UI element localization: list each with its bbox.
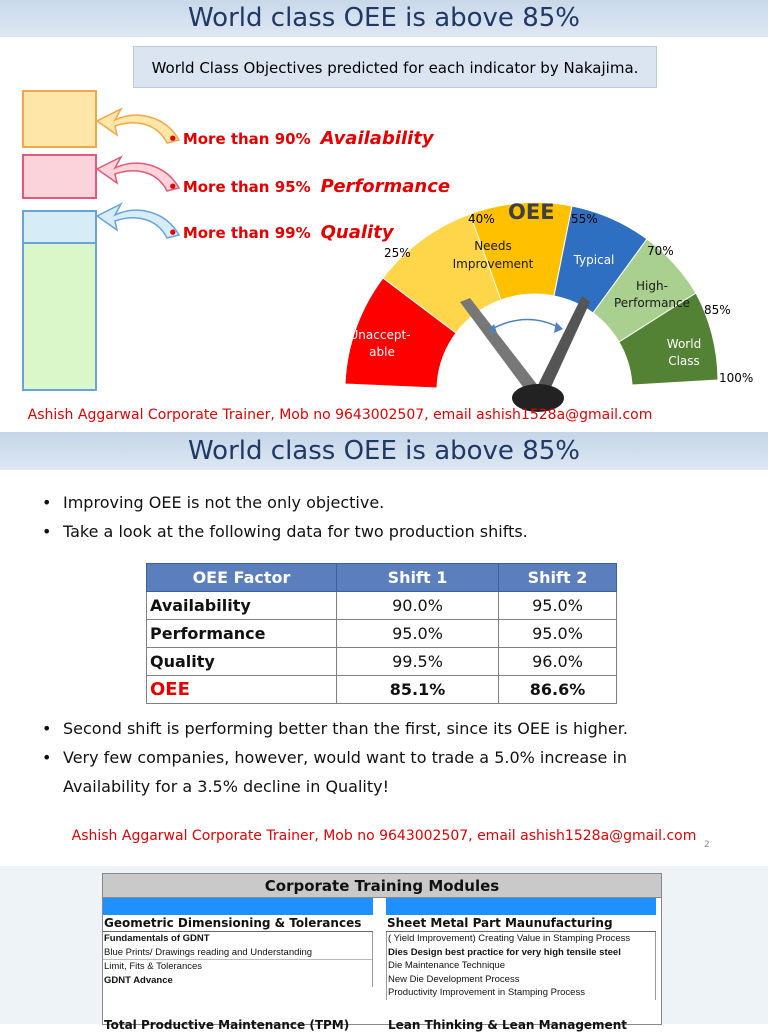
table-cell: 85.1%: [337, 676, 499, 704]
bullet-item: • Take a look at the following data for two production shifts.: [42, 517, 528, 546]
table-row: [147, 592, 617, 620]
module-title-tpm: Total Productive Maintenance (TPM): [104, 1018, 350, 1032]
quality-loss-box: [22, 210, 97, 244]
module-item: Fundamentals of GDNT: [104, 933, 210, 944]
blue-divider: [103, 898, 373, 915]
gauge-needle-right: [532, 296, 590, 398]
gauge-needle-left: [460, 298, 546, 399]
availability-box: [22, 90, 97, 148]
modules-heading: Corporate Training Modules: [103, 874, 661, 898]
modules-table: [102, 873, 662, 1025]
gauge-tick-70: 70%: [647, 244, 674, 258]
module-item: New Die Development Process: [388, 973, 520, 985]
gauge-label-high-1: High-: [636, 279, 668, 293]
module-item: ( Yield Improvement) Creating Value in Stamping Process: [388, 933, 631, 944]
table-cell: 95.0%: [337, 620, 499, 648]
table-cell: 86.6%: [499, 676, 617, 704]
gauge-tick-100: 100%: [719, 371, 754, 385]
table-cell: 95.0%: [499, 620, 617, 648]
module-item: Blue Prints/ Drawings reading and Understanding: [103, 946, 372, 961]
module-item: Dies Design best practice for very high tensile steel: [388, 946, 621, 958]
module-column-gdt: [103, 898, 373, 987]
table-cell: OEE: [147, 676, 337, 704]
gauge-label-typical: Typical: [573, 253, 615, 267]
slide-oee-objectives: [0, 0, 768, 430]
footer-contact: Ashish Aggarwal Corporate Trainer, Mob no 9643002507, email ashish1528a@gmail.com: [27, 407, 653, 423]
bullet-item: • Improving OEE is not the only objective.: [42, 488, 528, 517]
module-column-sheet-metal: [386, 898, 656, 1000]
oee-table: [146, 563, 617, 704]
gauge-label-world-class-2: Class: [668, 354, 700, 368]
table-cell: Quality: [147, 648, 337, 676]
table-row-total: [147, 676, 617, 704]
table-header-shift2: Shift 2: [499, 564, 617, 592]
gauge-label-needs-1: Needs: [474, 239, 512, 253]
performance-box: [22, 154, 97, 199]
bullet-item: • Very few companies, however, would want to trade a 5.0% increase in Availability for a 3.5% decline in Quality!: [42, 743, 642, 801]
table-cell: 95.0%: [499, 592, 617, 620]
table-cell: 96.0%: [499, 648, 617, 676]
bullet-list-bottom: [42, 714, 642, 801]
blue-divider: [386, 898, 656, 915]
gauge-tick-40: 40%: [468, 212, 495, 226]
gauge-label-high-2: Performance: [613, 296, 691, 310]
footer-contact: Ashish Aggarwal Corporate Trainer, Mob no 9643002507, email ashish1528a@gmail.com: [71, 828, 697, 844]
bullet-item: • Second shift is performing better than the first, since its OEE is higher.: [42, 714, 642, 743]
gauge-title: OEE: [508, 200, 555, 224]
table-cell: 90.0%: [337, 592, 499, 620]
table-header-factor: OEE Factor: [147, 564, 337, 592]
gauge-label-unacceptable-2: able: [369, 345, 395, 359]
gauge-tick-25: 25%: [384, 246, 411, 260]
module-title: Sheet Metal Part Maunufacturing: [386, 915, 656, 932]
page-number: 2: [704, 840, 710, 850]
subtitle-banner: World Class Objectives predicted for each indicator by Nakajima.: [133, 46, 657, 88]
bullet-list-top: [42, 488, 528, 546]
slide-training-modules: [0, 866, 768, 1032]
module-item: Die Maintenance Technique: [388, 960, 506, 971]
slide-title: World class OEE is above 85%: [0, 432, 768, 470]
module-item: Limit, Fits & Tolerances: [104, 961, 203, 972]
gauge-tick-55: 55%: [571, 212, 598, 226]
objective-performance: • More than 95% Performance: [168, 176, 451, 197]
slide-oee-shift-comparison: [0, 432, 768, 864]
table-row: [147, 648, 617, 676]
table-cell: Performance: [147, 620, 337, 648]
module-title: Geometric Dimensioning & Tolerances: [103, 915, 373, 932]
slide-title: World class OEE is above 85%: [0, 0, 768, 37]
module-title-lean: Lean Thinking & Lean Management: [388, 1018, 627, 1032]
table-header-shift1: Shift 1: [337, 564, 499, 592]
objective-quality: • More than 99% Quality: [168, 222, 394, 243]
gauge-label-needs-2: Improvement: [452, 257, 534, 271]
table-row: [147, 620, 617, 648]
table-cell: 99.5%: [337, 648, 499, 676]
gauge-label-unacceptable-1: Unaccept-: [349, 328, 411, 342]
table-cell: Availability: [147, 592, 337, 620]
quality-box: [22, 243, 97, 391]
oee-gauge: [320, 192, 768, 402]
module-list: [103, 932, 373, 987]
module-item: Productivity Improvement in Stamping Process: [388, 987, 585, 998]
gauge-label-world-class-1: World: [666, 337, 702, 351]
module-list: [386, 932, 656, 1000]
objective-availability: • More than 90% Availability: [168, 128, 434, 149]
module-item: GDNT Advance: [104, 974, 173, 986]
gauge-swing-arrow-icon: [490, 319, 560, 330]
gauge-tick-85: 85%: [704, 303, 731, 317]
